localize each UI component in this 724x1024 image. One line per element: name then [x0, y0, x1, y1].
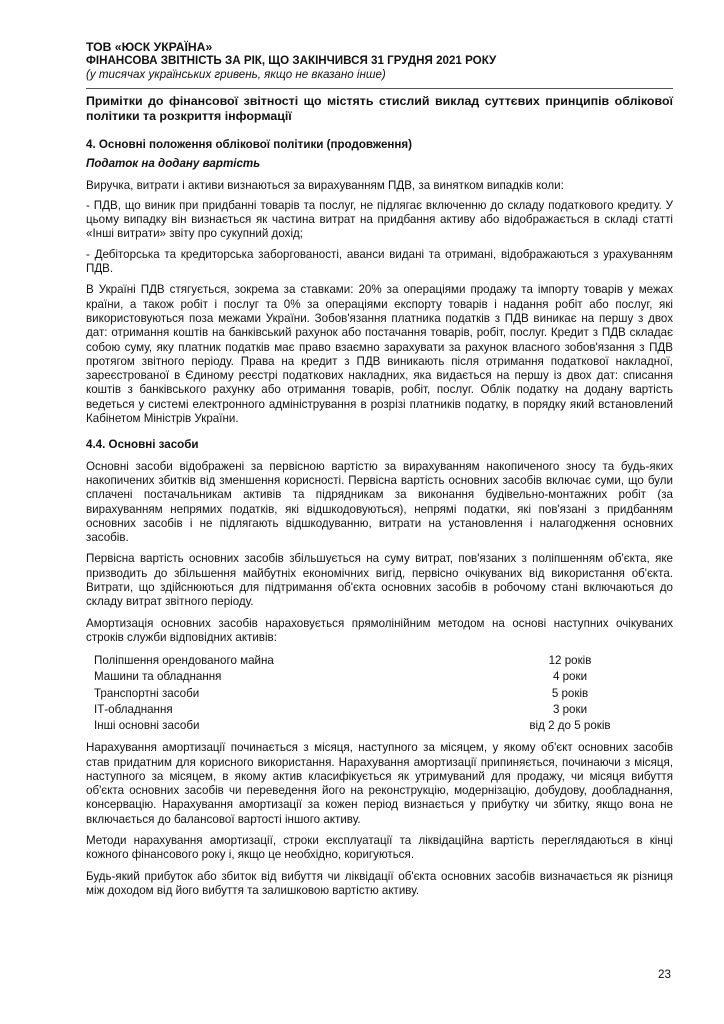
useful-life: 3 роки [552, 702, 588, 716]
table-row [94, 718, 645, 734]
table-row [94, 702, 645, 718]
page-number: 23 [658, 968, 671, 981]
fixed-assets-section [86, 438, 673, 898]
vat-section [86, 157, 673, 426]
document-page [86, 40, 673, 898]
header-divider [86, 88, 673, 89]
report-title: ФІНАНСОВА ЗВІТНІСТЬ ЗА РІК, ЩО ЗАКІНЧИВСЯ 31 ГРУДНЯ 2021 РОКУ [86, 54, 497, 67]
vat-heading: Податок на додану вартість [86, 157, 261, 171]
currency-units-note: (у тисячах українських гривень, якщо не вказано інше) [86, 68, 386, 81]
document-header [86, 40, 673, 89]
fixed-assets-paragraph: Амортизація основних засобів нараховується прямолінійним методом на основі наступних очікуваних строків служби відповідних активів: [86, 616, 673, 644]
section-heading: 4. Основні положення облікової політики (продовження) [86, 138, 413, 151]
asset-class: Поліпшення орендованого майна [94, 654, 274, 668]
table-row [94, 653, 645, 669]
notes-title: Примітки до фінансової звітності що містять стислий виклад суттєвих принципів облікової політики та розкриття інформації [86, 94, 673, 123]
vat-paragraph: - Дебіторська та кредиторська заборгованості, аванси видані та отримані, відображаються з урахуванням ПДВ. [86, 247, 673, 276]
useful-life: 12 років [548, 654, 592, 668]
table-row [94, 686, 645, 702]
asset-class: Транспортні засоби [94, 686, 200, 700]
vat-paragraph: - ПДВ, що виник при придбанні товарів та послуг, не підлягає включенню до складу податкового кредиту. У цьому випадку він визнається як частина витрат на придбання активу або відображається в складі статті «Інші витрати» звіту про сукупний дохід; [86, 198, 673, 241]
useful-life: від 2 до 5 років [529, 719, 611, 733]
vat-paragraph: Виручка, витрати і активи визнаються за вирахуванням ПДВ, за винятком випадків коли: [86, 178, 564, 192]
useful-life: 5 років [551, 686, 589, 700]
fixed-assets-paragraph: Будь-який прибуток або збиток від вибуття чи ліквідації об'єкта основних засобів визначається як різниця між доходом від його вибуття та залишковою вартістю активу. [86, 869, 673, 897]
asset-class: Інші основні засоби [94, 719, 200, 733]
vat-paragraph: В Україні ПДВ стягується, зокрема за ставками: 20% за операціями продажу та імпорту товарів у межах країни, а також робіт і послуг та 0% за операціями експорту товарів і надання робіт або послуг, які використовуються поза межами України. Зобов'язання платника податків з ПДВ виникає на першу з двох дат: отримання коштів на банківський рахунок або постачання товарів, робіт, послуг. Кредит з ПДВ складає собою суму, яку платник податків має право взаємно зарахувати за рахунок власного зобов'язання з ПДВ протягом звітного періоду. Права на кредит з ПДВ виникають після отримання податкової накладної, зареєстрованої в Єдиному реєстрі податкових накладних, яка видається на першу із двох дат: списання коштів з банківського рахунку або отримання товарів, робіт, послуг. Облік податку на додану вартість ведеться у системі електронного адміністрування в розрізі платників податку, в порядку який встановлений Кабінетом Міністрів України. [86, 283, 673, 426]
fixed-assets-paragraph: Основні засоби відображені за первісною вартістю за вирахуванням накопиченого зносу та будь-яких накопичених збитків від зменшення корисності. Первісна вартість основних засобів включає суми, що були сплачені постачальникам активів та підрядникам за виконання будівельно-монтажних робіт (за вирахуванням непрямих податків, які відшкодовуються), непрямі податки, які пов'язані з придбанням основних засобів і не підлягають відшкодуванню, витрати на установлення і налагодження основних засобів. [86, 459, 673, 545]
useful-life: 4 роки [552, 670, 588, 684]
fixed-assets-paragraph: Методи нарахування амортизації, строки експлуатації та ліквідаційна вартість переглядаються в кінці кожного фінансового року і, якщо це необхідно, коригуються. [86, 834, 673, 862]
asset-class: Машини та обладнання [94, 670, 222, 684]
useful-lives-table [94, 653, 645, 734]
fixed-assets-paragraph: Нарахування амортизації починається з місяця, наступного за місяцем, у якому об'єкт основних засобів став придатним для корисного використання. Нарахування амортизації припиняється, починаючи з місяця, наступного за місяцем, в якому актив класифікується як утримуваний для продажу, чи місяця вибуття об'єкта основних засобів чи переведення його на реконструкцію, модернізацію, добудову, дообладнання, консервацію. Нарахування амортизації за кожен період визнається у прибутку чи збитку, якщо вона не включається до балансової вартості іншого активу. [86, 741, 673, 826]
fixed-assets-heading: 4.4. Основні засоби [86, 438, 199, 452]
asset-class: ІТ-обладнання [94, 702, 173, 716]
fixed-assets-paragraph: Первісна вартість основних засобів збільшується на суму витрат, пов'язаних з поліпшенням об'єкта, яке призводить до збільшення майбутніх економічних вигід, первісно очікуваних від використання об'єкта. Витрати, що здійснюються для підтримання об'єкта основних засобів в робочому стані включаються до складу витрат звітного періоду. [86, 552, 673, 609]
company-name: ТОВ «ЮСК УКРАЇНА» [86, 40, 213, 54]
table-row [94, 669, 645, 685]
